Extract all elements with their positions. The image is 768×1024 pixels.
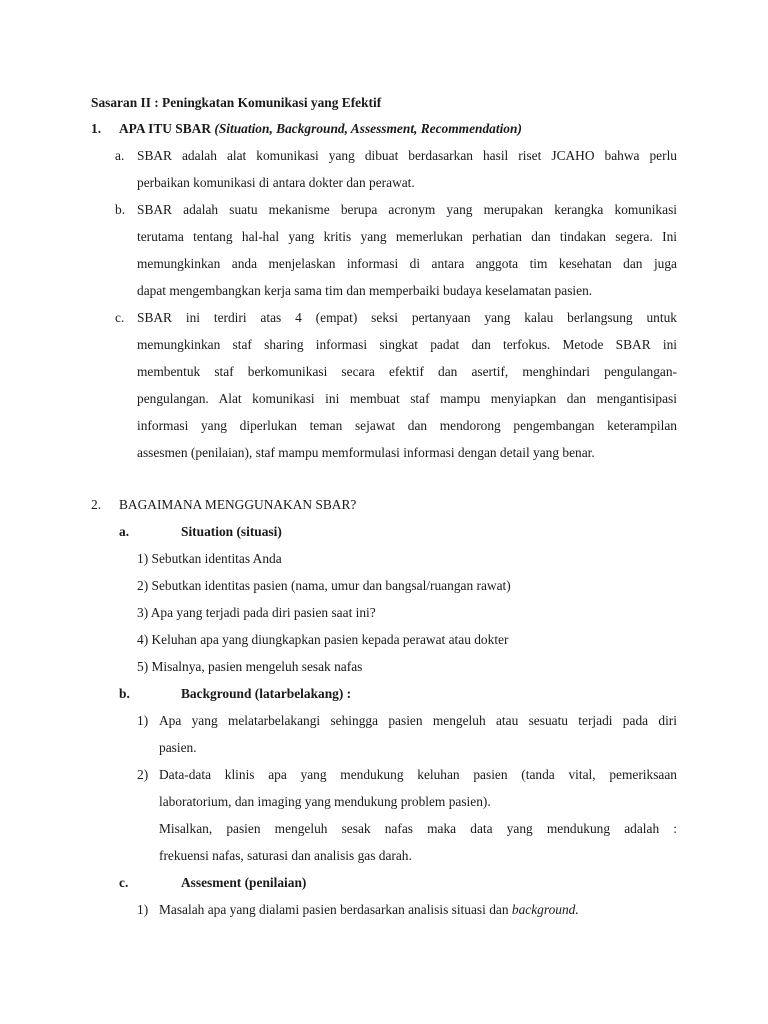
- situation-heading: Situation (situasi): [181, 524, 282, 539]
- assesment-item-1-italic: background.: [511, 902, 579, 917]
- section-1-item-c-line: membentuk staf berkomunikasi secara efektif dan asertif, menghindari pengulangan-: [137, 364, 677, 379]
- background-item-2-line: Data-data klinis apa yang mendukung keluhan pasien (tanda vital, pemeriksaan: [159, 767, 677, 782]
- document-title: Sasaran II : Peningkatan Komunikasi yang Efektif: [91, 95, 382, 110]
- situation-item: 1) Sebutkan identitas Anda: [137, 551, 282, 566]
- section-1-item-b-line: SBAR adalah suatu mekanisme berupa acronym yang merupakan kerangka komunikasi: [137, 202, 677, 217]
- situation-marker: a.: [119, 524, 130, 539]
- assesment-marker: c.: [119, 875, 129, 890]
- section-1-item-b-line: terutama tentang hal-hal yang kritis yang memerlukan perhatian dan tindakan segera. Ini: [137, 229, 677, 244]
- background-item-2-line: Misalkan, pasien mengeluh sesak nafas maka data yang mendukung adalah :: [159, 821, 677, 836]
- section-1-item-b-marker: b.: [115, 202, 126, 217]
- background-item-1-line: pasien.: [159, 740, 197, 755]
- section-2-heading: BAGAIMANA MENGGUNAKAN SBAR?: [119, 497, 357, 512]
- section-1-item-c-line: SBAR ini terdiri atas 4 (empat) seksi pertanyaan yang kalau berlangsung untuk: [137, 310, 677, 325]
- situation-item: 2) Sebutkan identitas pasien (nama, umur dan bangsal/ruangan rawat): [137, 578, 511, 593]
- section-1-item-b-line: dapat mengembangkan kerja sama tim dan memperbaiki budaya keselamatan pasien.: [137, 283, 593, 298]
- section-1-item-a-marker: a.: [115, 148, 125, 163]
- background-item-2-number: 2): [137, 767, 149, 782]
- situation-item: 3) Apa yang terjadi pada diri pasien saat ini?: [137, 605, 376, 620]
- section-1-item-c-line: memungkinkan staf sharing informasi singkat padat dan terfokus. Metode SBAR ini: [137, 337, 677, 352]
- section-2-number: 2.: [91, 497, 102, 512]
- assesment-item-1-number: 1): [137, 902, 149, 917]
- assesment-item-1-line: [159, 902, 579, 918]
- background-item-1-number: 1): [137, 713, 149, 728]
- section-1-item-b-line: memungkinkan anda menjelaskan informasi di antara anggota tim kesehatan dan juga: [137, 256, 677, 271]
- section-1-heading: [119, 121, 522, 137]
- background-item-2-line: laboratorium, dan imaging yang mendukung problem pasien).: [159, 794, 491, 809]
- section-1-item-c-line: pengulangan. Alat komunikasi ini membuat staf mampu menyiapkan dan mengantisipasi: [137, 391, 677, 406]
- assesment-item-1-text: Masalah apa yang dialami pasien berdasarkan analisis situasi dan: [159, 902, 509, 917]
- background-item-2-line: frekuensi nafas, saturasi dan analisis gas darah.: [159, 848, 412, 863]
- assesment-heading: Assesment (penilaian): [181, 875, 307, 890]
- section-1-item-a-line: SBAR adalah alat komunikasi yang dibuat berdasarkan hasil riset JCAHO bahwa perlu: [137, 148, 677, 163]
- background-heading: Background (latarbelakang) :: [181, 686, 352, 701]
- section-1-item-c-marker: c.: [115, 310, 125, 325]
- section-1-heading-text: APA ITU SBAR: [119, 121, 212, 136]
- section-1-item-c-line: informasi yang diperlukan teman sejawat dan mendorong pengembangan keterampilan: [137, 418, 677, 433]
- situation-item: 5) Misalnya, pasien mengeluh sesak nafas: [137, 659, 363, 674]
- section-1-number: 1.: [91, 121, 102, 136]
- section-1-heading-italic: (Situation, Background, Assessment, Recommendation): [214, 121, 522, 136]
- situation-item: 4) Keluhan apa yang diungkapkan pasien kepada perawat atau dokter: [137, 632, 509, 647]
- background-marker: b.: [119, 686, 130, 701]
- section-1-item-a-line: perbaikan komunikasi di antara dokter dan perawat.: [137, 175, 415, 190]
- section-1-item-c-line: assesmen (penilaian), staf mampu memformulasi informasi dengan detail yang benar.: [137, 445, 595, 460]
- background-item-1-line: Apa yang melatarbelakangi sehingga pasien mengeluh atau sesuatu terjadi pada diri: [159, 713, 677, 728]
